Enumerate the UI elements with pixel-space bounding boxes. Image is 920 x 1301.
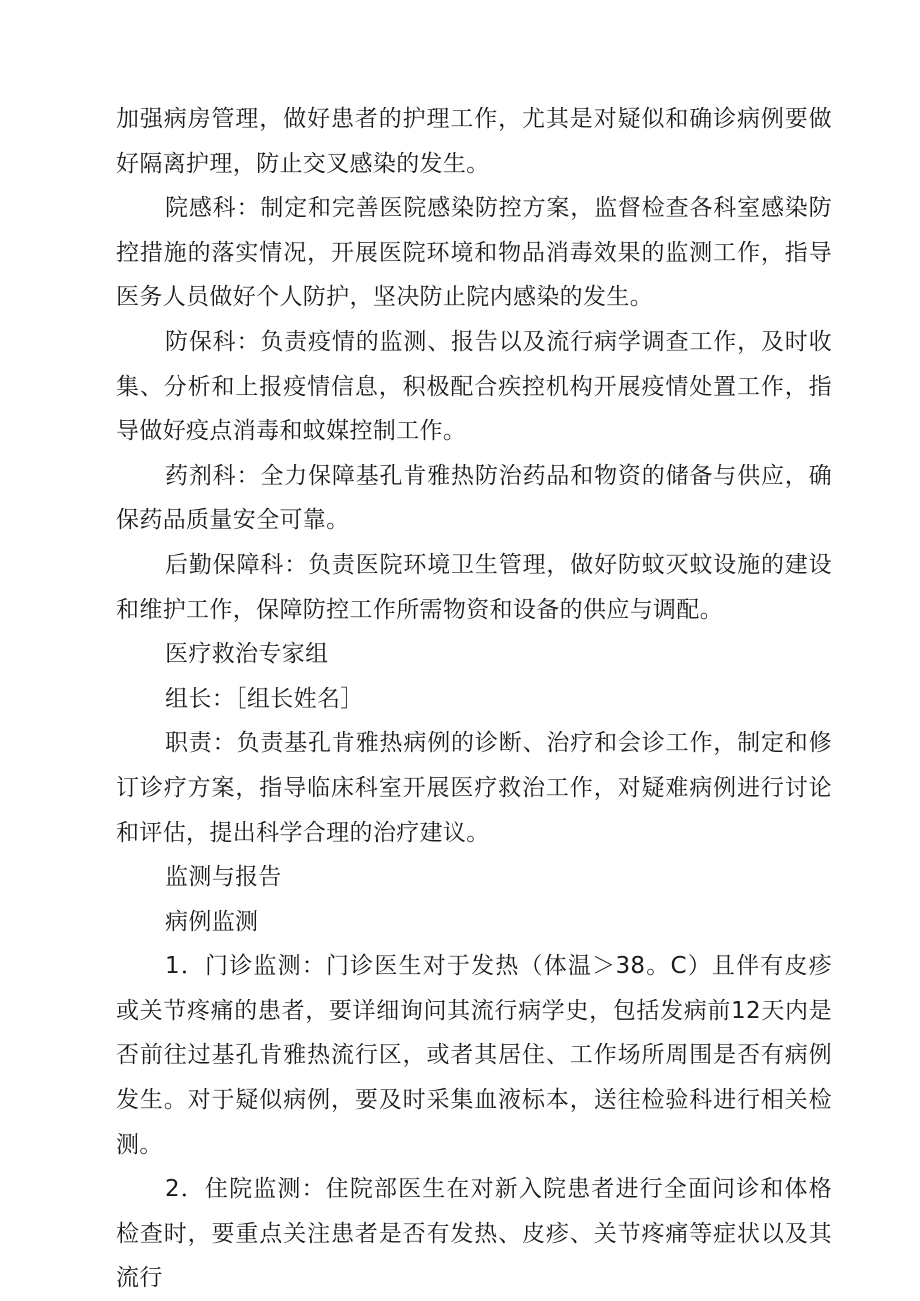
paragraph-pharmacy-dept: 药剂科：全力保障基孔肯雅热防治药品和物资的储备与供应，确保药品质量安全可靠。	[116, 462, 832, 534]
heading-group-leader: 组长：［组长姓名］	[165, 685, 364, 712]
paragraph-logistics-dept: 后勤保障科：负责医院环境卫生管理，做好防蚊灭蚊设施的建设和维护工作，保障防控工作所需物资和设备的供应与调配。	[116, 551, 832, 623]
document-body	[116, 97, 832, 1301]
paragraph-prevention-dept: 防保科：负责疫情的监测、报告以及流行病学调查工作，及时收集、分析和上报疫情信息，积极配合疾控机构开展疫情处置工作，指导做好疫点消毒和蚊媒控制工作。	[116, 328, 832, 445]
paragraph-duties: 职责：负责基孔肯雅热病例的诊断、治疗和会诊工作，制定和修订诊疗方案，指导临床科室开展医疗救治工作，对疑难病例进行讨论和评估，提出科学合理的治疗建议。	[116, 730, 832, 846]
paragraph-infection-control-dept: 院感科：制定和完善医院感染防控方案，监督检查各科室感染防控措施的落实情况，开展医院环境和物品消毒效果的监测工作，指导医务人员做好个人防护，坚决防止院内感染的发生。	[116, 195, 832, 311]
heading-expert-group: 医疗救治专家组	[165, 641, 329, 668]
paragraph-ward-care: 加强病房管理，做好患者的护理工作，尤其是对疑似和确诊病例要做好隔离护理，防止交叉感染的发生。	[116, 106, 832, 177]
heading-monitoring-report: 监测与报告	[165, 864, 282, 891]
paragraph-inpatient-monitoring: 2．住院监测：住院部医生在对新入院患者进行全面问诊和体格检查时，要重点关注患者是否有发热、皮疹、关节疼痛等症状以及其流行	[116, 1176, 832, 1292]
paragraph-outpatient-monitoring: 1．门诊监测：门诊医生对于发热（体温＞38。C）且伴有皮疹或关节疼痛的患者，要详细询问其流行病学史，包括发病前12天内是否前往过基孔肯雅热流行区，或者其居住、工作场所周围是否有病例发生。对于疑似病例，要及时采集血液标本，送往检验科进行相关检测。	[116, 953, 832, 1158]
heading-case-monitoring: 病例监测	[165, 908, 259, 935]
